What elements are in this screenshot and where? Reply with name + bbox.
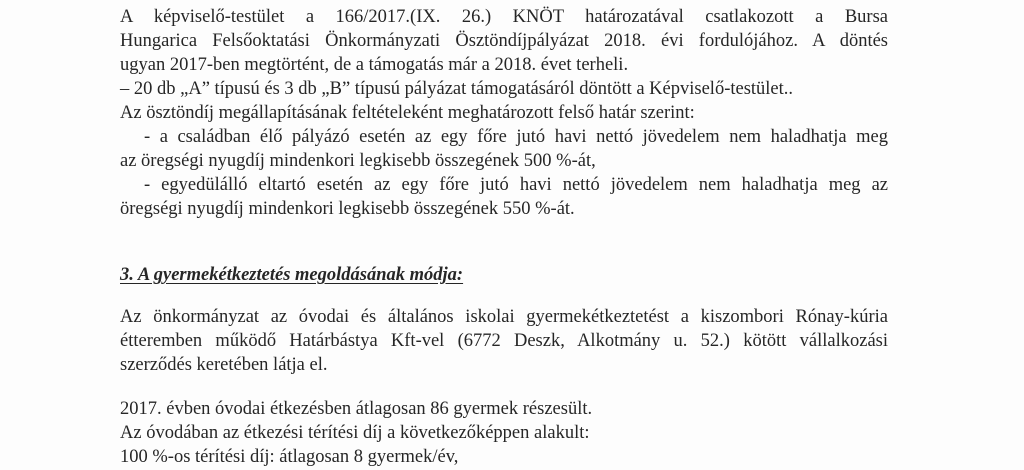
catering-stats-line: 100 %-os térítési díj: átlagosan 8 gyermek/év, xyxy=(120,447,459,467)
catering-stats-line: 2017. évben óvodai étkezésben átlagosan 86 gyermek részesült. xyxy=(120,399,593,419)
catering-paragraph-line: étteremben működő Határbástya Kft-vel (6772 Deszk, Alkotmány u. 52.) kötött vállalkozási xyxy=(120,331,888,351)
criteria-bullet-single-cont: öregségi nyugdíj mindenkori legkisebb összegének 550 %-át. xyxy=(120,199,575,219)
section-heading-catering: 3. A gyermekétkeztetés megoldásának módja: xyxy=(120,265,464,285)
catering-paragraph-line: szerződés keretében látja el. xyxy=(120,355,328,375)
scholarship-paragraph-line: A képviselő-testület a 166/2017.(IX. 26.) KNÖT határozatával csatlakozott a Bursa xyxy=(120,7,888,27)
criteria-bullet-family-cont: az öregségi nyugdíj mindenkori legkisebb összegének 500 %-át, xyxy=(120,151,596,171)
catering-stats-line: Az óvodában az étkezési térítési díj a következőképpen alakult: xyxy=(120,423,590,443)
criteria-intro: Az ösztöndíj megállapításának feltételeként meghatározott felső határ szerint: xyxy=(120,103,695,123)
criteria-bullet-family: - a családban élő pályázó esetén az egy főre jutó havi nettó jövedelem nem haladhatja meg xyxy=(144,127,888,147)
scholarship-paragraph-line: ugyan 2017-ben megtörtént, de a támogatás már a 2018. évet terheli. xyxy=(120,55,629,75)
criteria-bullet-single: - egyedülálló eltartó esetén az egy főre jutó havi nettó jövedelem nem haladhatja meg az xyxy=(144,175,888,195)
scholarship-paragraph-line: Hungarica Felsőoktatási Önkormányzati Ösztöndíjpályázat 2018. évi fordulójához. A döntés xyxy=(120,31,888,51)
catering-paragraph-line: Az önkormányzat az óvodai és általános iskolai gyermekétkeztetést a kiszombori Rónay-kúria xyxy=(120,307,888,327)
scholarship-count-line: – 20 db „A” típusú és 3 db „B” típusú pályázat támogatásáról döntött a Képviselő-testület.. xyxy=(120,79,794,99)
